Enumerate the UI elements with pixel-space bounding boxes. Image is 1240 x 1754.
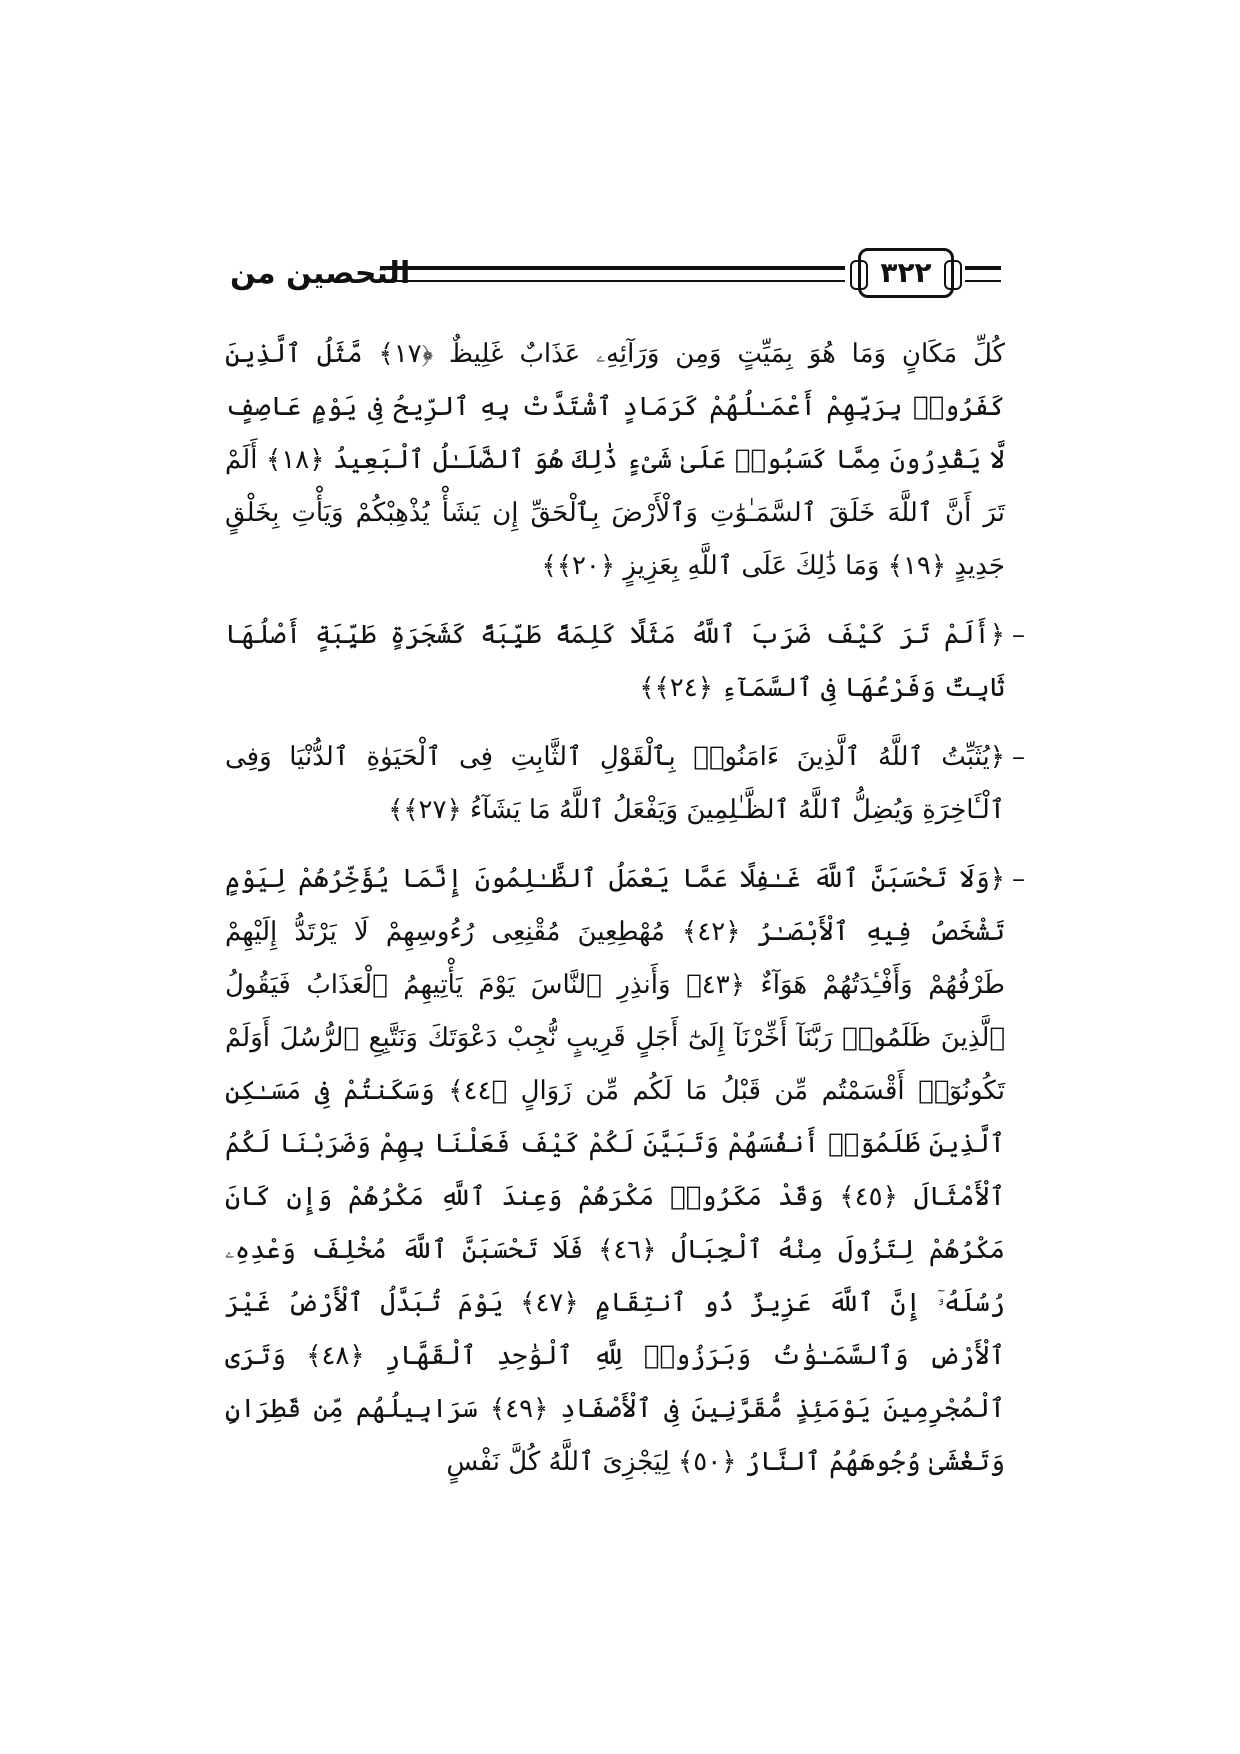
page-number-frame — [858, 248, 954, 298]
bullet-dash: – — [1012, 620, 1025, 650]
quran-bullet-1 — [225, 609, 1025, 715]
quran-bullet-3 — [225, 853, 1025, 1489]
bullet-text: ﴿أَلَمْ تَرَ كَيْفَ ضَرَبَ ٱللَّهُ مَثَلًا كَلِمَةً طَيِّبَةً كَشَجَرَةٍ طَيِّبَةٍ أَصْلُهَا ثَابِتٌ وَفَرْعُهَا فِى ٱلسَّمَآءِ ﴿٢٤﴾﴾ — [225, 620, 1005, 703]
page-body — [225, 328, 1025, 1489]
bullet-dash: – — [1012, 864, 1025, 894]
header-double-rule-right — [965, 266, 1001, 282]
page-header — [0, 244, 1240, 304]
bullet-text: ﴿وَلَا تَحْسَبَنَّ ٱللَّهَ غَـٰفِلًا عَمَّا يَعْمَلُ ٱلظَّـٰلِمُونَ إِنَّمَا يُؤَخِّرُهُمْ لِيَوْمٍ تَشْخَصُ فِيهِ ٱلْأَبْصَـٰرُ ﴿٤٢﴾ مُهْطِعِينَ مُقْنِعِى رُءُوسِهِمْ لَا يَرْتَدُّ إِلَيْهِمْ طَرْفُهُمْ وَأَفْـِٔدَتُهُمْ هَوَآءٌ ﴿٤٣﴾ وَأَنذِرِ ٱلنَّاسَ يَوْمَ يَأْتِيهِمُ ٱلْعَذَابُ فَيَقُولُ ٱلَّذِينَ ظَلَمُوا۟ رَبَّنَآ أَخِّرْنَآ إِلَىٰٓ أَجَلٍ قَرِيبٍ نُّجِبْ دَعْوَتَكَ وَنَتَّبِعِ ٱلرُّسُلَ أَوَلَمْ تَكُونُوٓا۟ أَقْسَمْتُم مِّن قَبْلُ مَا لَكُم مِّن زَوَالٍ ﴿٤٤﴾ وَسَكَنتُمْ فِى مَسَـٰكِنِ ٱلَّذِينَ ظَلَمُوٓا۟ أَنفُسَهُمْ وَتَبَيَّنَ لَكُمْ كَيْفَ فَعَلْنَا بِهِمْ وَضَرَبْنَا لَكُمُ ٱلْأَمْثَالَ ﴿٤٥﴾ وَقَدْ مَكَرُوا۟ مَكْرَهُمْ وَعِندَ ٱللَّهِ مَكْرُهُمْ وَإِن كَانَ مَكْرُهُمْ لِتَزُولَ مِنْهُ ٱلْجِبَالُ ﴿٤٦﴾ فَلَا تَحْسَبَنَّ ٱللَّهَ مُخْلِفَ وَعْدِهِۦ رُسُلَهُۥٓ إِنَّ ٱللَّهَ عَزِيزٌ ذُو ٱنتِقَامٍ ﴿٤٧﴾ يَوْمَ تُبَدَّلُ ٱلْأَرْضُ غَيْرَ ٱلْأَرْضِ وَٱلسَّمَـٰوَٰتُ وَبَرَزُوا۟ لِلَّهِ ٱلْوَٰحِدِ ٱلْقَهَّارِ ﴿٤٨﴾ وَتَرَى ٱلْمُجْرِمِينَ يَوْمَئِذٍ مُّقَرَّنِينَ فِى ٱلْأَصْفَادِ ﴿٤٩﴾ سَرَابِيلُهُم مِّن قَطِرَانٍ وَتَغْشَىٰ وُجُوهَهُمُ ٱلنَّارُ ﴿٥٠﴾ لِيَجْزِىَ ٱللَّهُ كُلَّ نَفْسٍ — [225, 864, 1006, 1477]
header-double-rule-left — [380, 266, 845, 282]
running-title: التحصين من — [230, 256, 411, 291]
page-number: ٣٢٢ — [880, 256, 932, 289]
bullet-dash: – — [1012, 742, 1025, 772]
quran-paragraph: كُلِّ مَكَانٍ وَمَا هُوَ بِمَيِّتٍ وَمِن وَرَآئِهِۦ عَذَابٌ غَلِيظٌ ﴿١٧﴾ مَّثَلُ ٱلَّذِينَ كَفَرُوا۟ بِرَبِّهِمْ أَعْمَـٰلُهُمْ كَرَمَادٍ ٱشْتَدَّتْ بِهِ ٱلرِّيحُ فِى يَوْمٍ عَاصِفٍ لَّا يَقْدِرُونَ مِمَّا كَسَبُوا۟ عَلَىٰ شَىْءٍ ذَٰلِكَ هُوَ ٱلضَّلَـٰلُ ٱلْبَعِيدُ ﴿١٨﴾ أَلَمْ تَرَ أَنَّ ٱللَّهَ خَلَقَ ٱلسَّمَـٰوَٰتِ وَٱلْأَرْضَ بِٱلْحَقِّ إِن يَشَأْ يُذْهِبْكُمْ وَيَأْتِ بِخَلْقٍ جَدِيدٍ ﴿١٩﴾ وَمَا ذَٰلِكَ عَلَى ٱللَّهِ بِعَزِيزٍ ﴿٢٠﴾﴾ — [225, 339, 1006, 581]
quran-bullet-2 — [225, 731, 1025, 837]
bullet-text: ﴿يُثَبِّتُ ٱللَّهُ ٱلَّذِينَ ءَامَنُوا۟ بِٱلْقَوْلِ ٱلثَّابِتِ فِى ٱلْحَيَوٰةِ ٱلدُّنْيَا وَفِى ٱلْـَٔاخِرَةِ وَيُضِلُّ ٱللَّهُ ٱلظَّـٰلِمِينَ وَيَفْعَلُ ٱللَّهُ مَا يَشَآءُ ﴿٢٧﴾﴾ — [225, 742, 1005, 825]
